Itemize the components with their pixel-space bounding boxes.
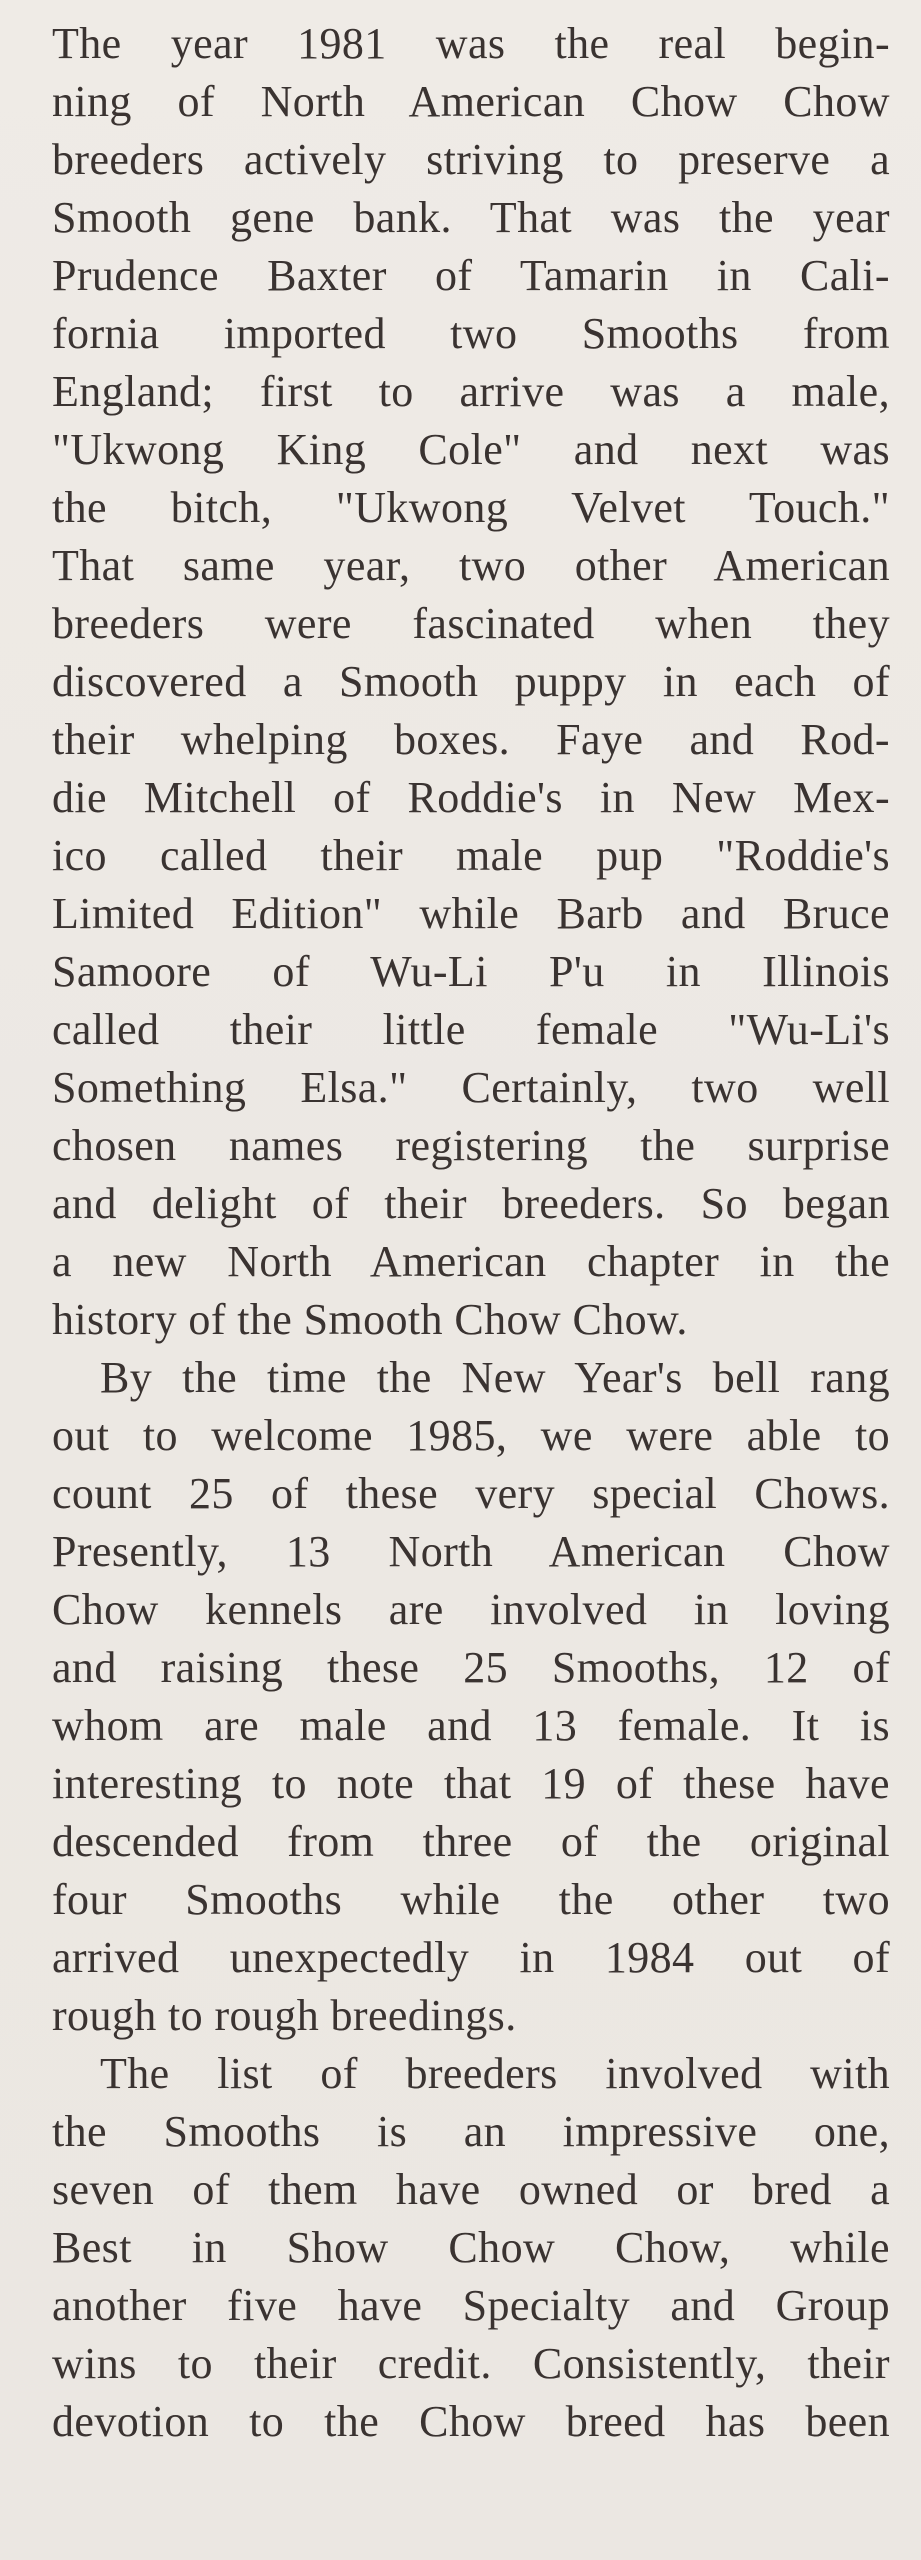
text-line: history of the Smooth Chow Chow. [52,1295,688,1344]
text-line: out to welcome 1985, we were able to [52,1411,890,1460]
text-line: breeders were fascinated when they [52,599,890,648]
text-line: That same year, two other American [52,541,890,590]
text-line: ico called their male pup "Roddie's [52,831,890,880]
text-line: called their little female "Wu-Li's [52,1005,890,1054]
text-line: Prudence Baxter of Tamarin in Cali- [52,251,890,300]
text-line: Something Elsa." Certainly, two well [52,1063,890,1112]
text-line: seven of them have owned or bred a [52,2165,890,2214]
text-line: whom are male and 13 female. It is [52,1701,890,1750]
text-line: four Smooths while the other two [52,1875,890,1924]
text-line: interesting to note that 19 of these have [52,1759,890,1808]
text-line: discovered a Smooth puppy in each of [52,657,890,706]
text-line: breeders actively striving to preserve a [52,135,890,184]
text-line: their whelping boxes. Faye and Rod- [52,715,890,764]
text-line: die Mitchell of Roddie's in New Mex- [52,773,890,822]
text-line: Samoore of Wu-Li P'u in Illinois [52,947,890,996]
text-line: descended from three of the original [52,1817,890,1866]
text-line: England; first to arrive was a male, [52,367,890,416]
text-line: and raising these 25 Smooths, 12 of [52,1643,890,1692]
text-line: devotion to the Chow breed has been [52,2397,890,2446]
text-line: arrived unexpectedly in 1984 out of [52,1933,890,1982]
text-line: and delight of their breeders. So began [52,1179,890,1228]
text-line: count 25 of these very special Chows. [52,1469,890,1518]
text-line: chosen names registering the surprise [52,1121,890,1170]
text-line: ning of North American Chow Chow [52,77,890,126]
text-line: Limited Edition" while Barb and Bruce [52,889,890,938]
text-line: another five have Specialty and Group [52,2281,890,2330]
text-line: "Ukwong King Cole" and next was [52,425,890,474]
text-line: the bitch, "Ukwong Velvet Touch." [52,483,890,532]
text-line: a new North American chapter in the [52,1237,890,1286]
text-line: The list of breeders involved with [100,2049,890,2098]
text-line: Smooth gene bank. That was the year [52,193,890,242]
text-line: Best in Show Chow Chow, while [52,2223,890,2272]
text-line: fornia imported two Smooths from [52,309,890,358]
text-line: Presently, 13 North American Chow [52,1527,890,1576]
text-line: the Smooths is an impressive one, [52,2107,890,2156]
text-line: By the time the New Year's bell rang [100,1353,890,1402]
text-line: The year 1981 was the real begin- [52,19,890,68]
text-line: wins to their credit. Consistently, their [52,2339,890,2388]
text-line: rough to rough breedings. [52,1991,517,2040]
text-line: Chow kennels are involved in loving [52,1585,890,1634]
